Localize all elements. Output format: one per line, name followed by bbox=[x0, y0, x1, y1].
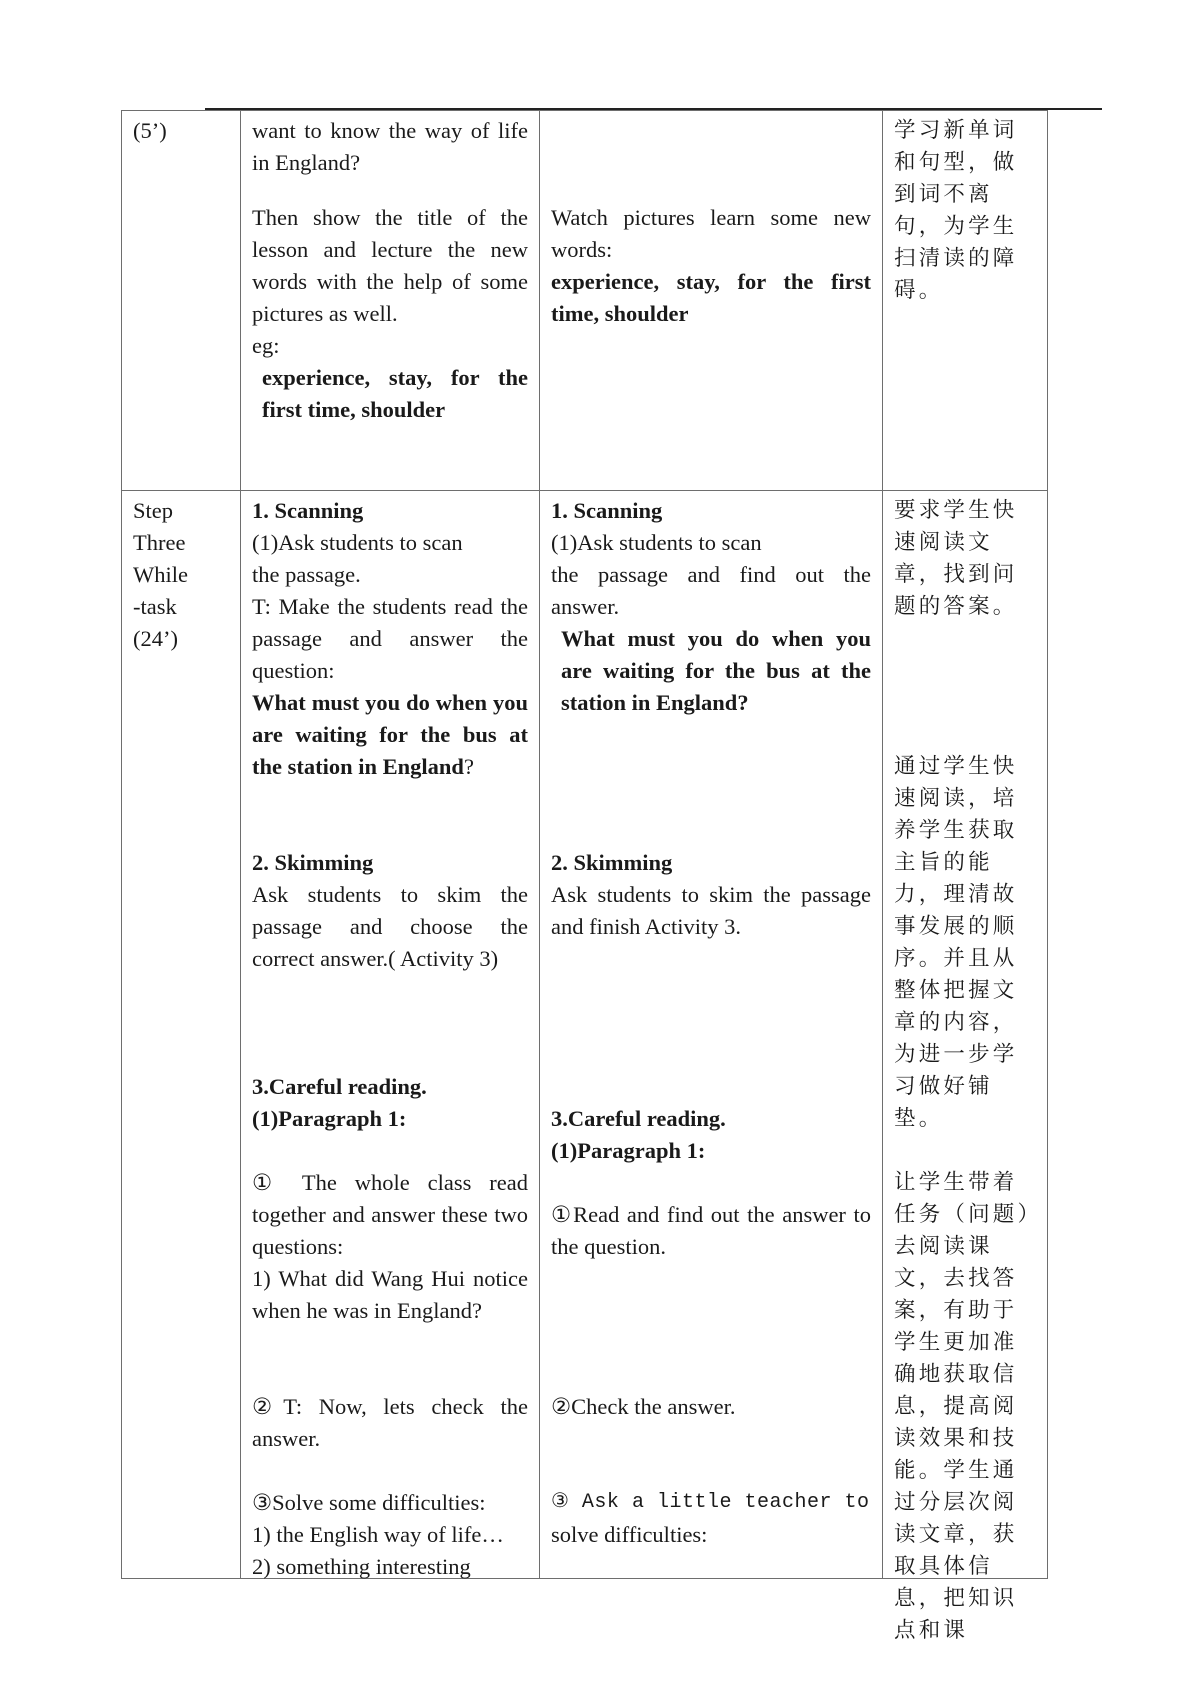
scanning-heading: 1. Scanning bbox=[551, 498, 663, 523]
teacher-activity-cell bbox=[241, 491, 540, 1579]
scan-question: What must you do when you are waiting for the bus at the station in England? bbox=[561, 626, 871, 715]
skim-instruction: Ask students to skim the passage and finish Activity 3. bbox=[551, 882, 871, 939]
solve-difficulties-text: solve difficulties: bbox=[551, 1522, 708, 1547]
step-label: Step Three While -task (24’) bbox=[133, 495, 236, 655]
scan-question: What must you do when you are waiting for the bus at the station in England? bbox=[252, 690, 528, 779]
step-cell bbox=[122, 491, 241, 1579]
table-row bbox=[122, 491, 1048, 1579]
purpose-cell bbox=[883, 111, 1048, 491]
skim-instruction: Ask students to skim the passage and choose the correct answer.( Activity 3) bbox=[252, 882, 528, 971]
scanning-heading: 1. Scanning bbox=[252, 498, 364, 523]
skimming-heading: 2. Skimming bbox=[252, 850, 374, 875]
difficulties-step: ③Solve some difficulties: 1) the English way of life… 2) something interesting bbox=[252, 1490, 504, 1579]
step-time: (5’) bbox=[133, 118, 167, 143]
student-activity-cell bbox=[540, 491, 883, 1579]
time-cell bbox=[122, 111, 241, 491]
paragraph-heading: (1)Paragraph 1: bbox=[551, 1138, 706, 1163]
scan-instruction: (1)Ask students to scan the passage. bbox=[252, 530, 463, 587]
new-words-list: experience, stay, for the first time, shoulder bbox=[262, 365, 528, 422]
lesson-plan-table bbox=[121, 110, 1048, 1643]
student-watch-text: Watch pictures learn some new words: bbox=[551, 205, 871, 262]
question-one: 1) What did Wang Hui notice when he was in England? bbox=[252, 1266, 528, 1323]
teacher-activity-cell bbox=[241, 111, 540, 491]
purpose-text: 学习新单词和句型，做到词不离句，为学生扫清读的障碍。 bbox=[894, 118, 1018, 303]
little-teacher-step: ③ Ask a little teacher to bbox=[551, 1491, 870, 1514]
skimming-heading: 2. Skimming bbox=[551, 850, 673, 875]
careful-reading-heading: 3.Careful reading. bbox=[551, 1106, 726, 1131]
check-answer-step: ②Check the answer. bbox=[551, 1394, 736, 1419]
table-row bbox=[122, 111, 1048, 491]
purpose-scanning: 要求学生快速阅读文章，找到问题的答案。 bbox=[894, 498, 1018, 619]
careful-reading-heading: 3.Careful reading. bbox=[252, 1074, 427, 1099]
scan-teacher-prompt: T: Make the students read the passage and answer the question: bbox=[252, 594, 528, 683]
lecture-instruction: Then show the title of the lesson and lecture the new words with the help of some pictures as well. bbox=[252, 205, 528, 326]
student-activity-cell bbox=[540, 111, 883, 491]
intro-question: want to know the way of life in England? bbox=[252, 118, 528, 175]
student-new-words: experience, stay, for the first time, shoulder bbox=[551, 269, 871, 326]
read-find-step: ①Read and find out the answer to the question. bbox=[551, 1202, 871, 1259]
purpose-careful-reading: 让学生带着任务（问题）去阅读课文，去找答案，有助于学生更加准确地获取信息，提高阅读效果和技能。学生通过分层次阅读文章，获取具体信息，把知识点和课 bbox=[894, 1170, 1032, 1643]
step-time: (24’) bbox=[133, 626, 178, 651]
purpose-skimming: 通过学生快速阅读，培养学生获取主旨的能力，理清故事发展的顺序。并且从整体把握文章的内容，为进一步学习做好铺垫。 bbox=[894, 754, 1018, 1131]
scan-instruction-rest: the passage and find out the answer. bbox=[551, 562, 871, 619]
scan-instruction-line: (1)Ask students to scan bbox=[551, 530, 762, 555]
example-label: eg: bbox=[252, 333, 280, 358]
class-read-step: ① The whole class read together and answer these two questions: bbox=[252, 1170, 528, 1259]
check-answer-step: ②T: Now, lets check the answer. bbox=[252, 1394, 528, 1451]
purpose-cell bbox=[883, 491, 1048, 1643]
paragraph-heading: (1)Paragraph 1: bbox=[252, 1106, 407, 1131]
